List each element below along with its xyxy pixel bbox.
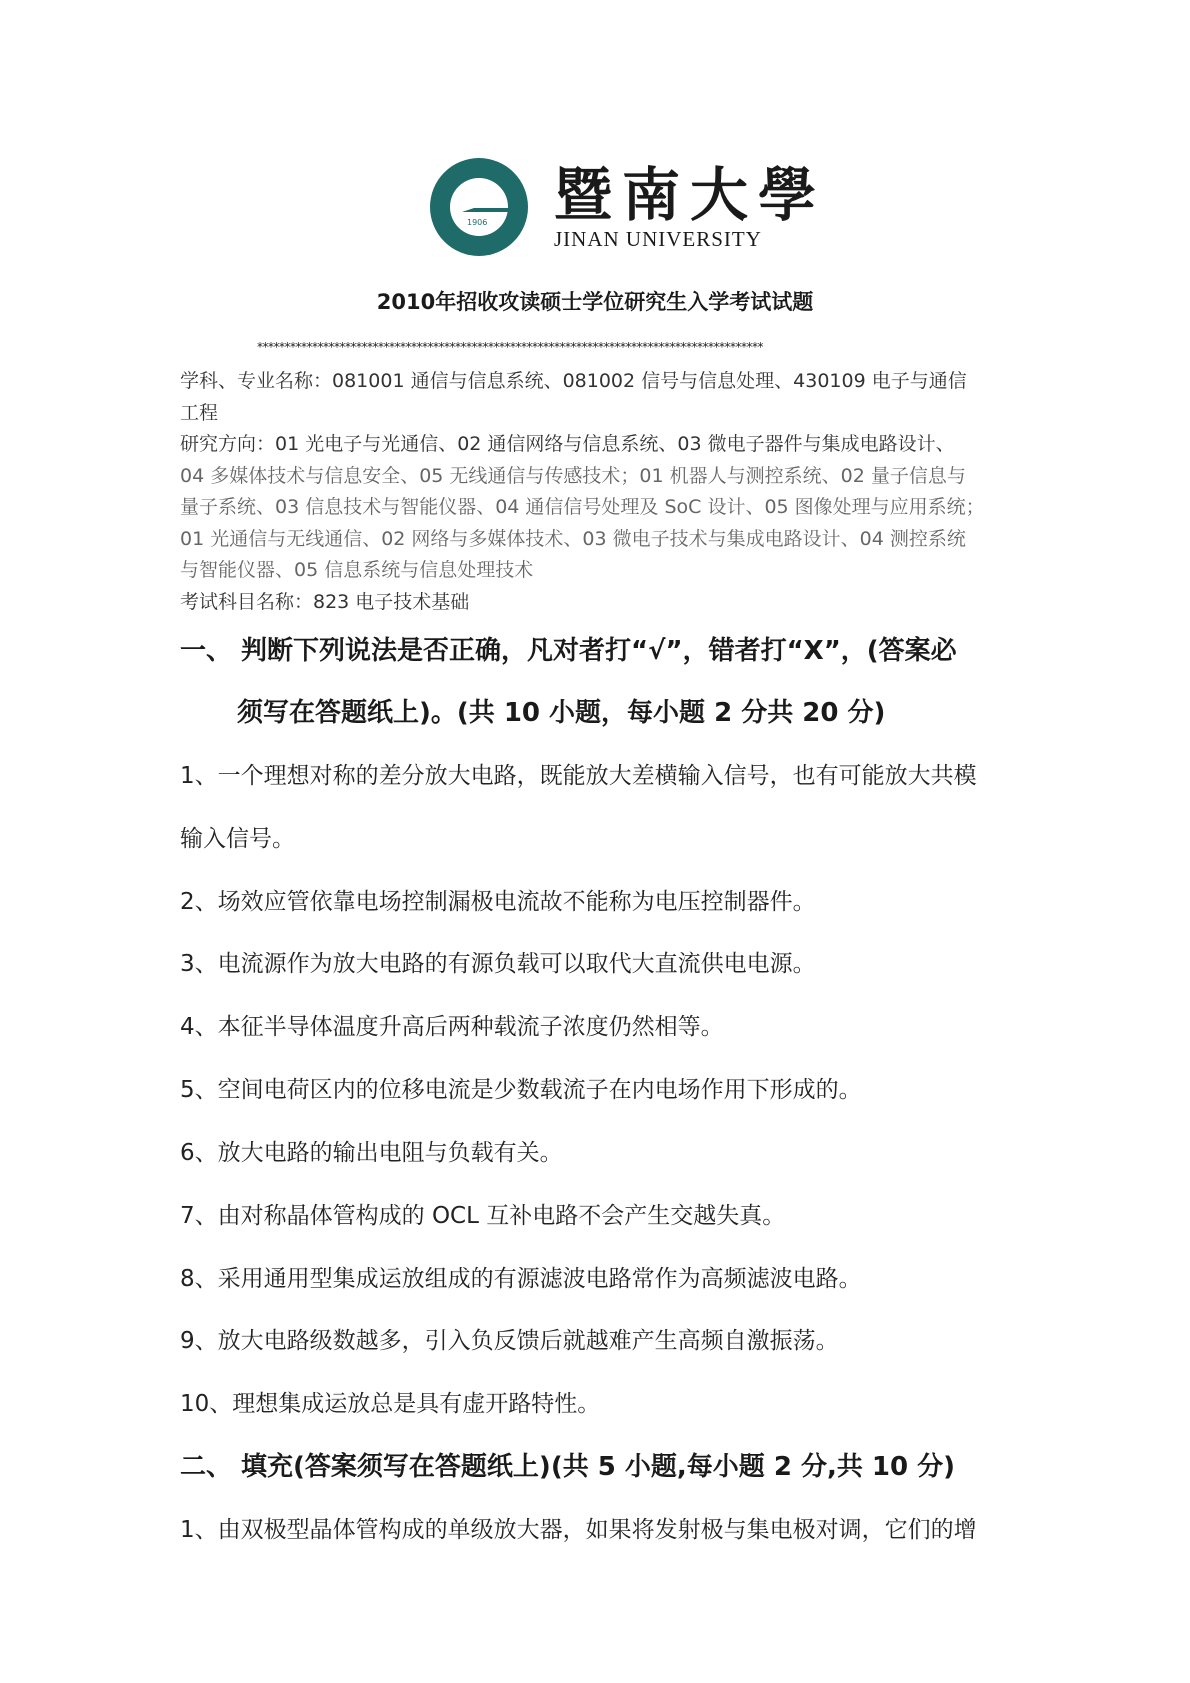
logo-english-name: JINAN UNIVERSITY	[554, 226, 762, 251]
major-line: 学科、专业名称：081001 通信与信息系统、081002 信号与信息处理、430109 电子与通信	[180, 370, 967, 392]
question: 输入信号。	[180, 826, 295, 852]
university-logo	[430, 158, 826, 256]
direction-line: 量子系统、03 信息技术与智能仪器、04 通信信号处理及 SoC 设计、05 图像处理与应用系统；	[180, 496, 985, 518]
question: 1、由双极型晶体管构成的单级放大器，如果将发射极与集电极对调，它们的增	[180, 1517, 977, 1543]
direction-line: 与智能仪器、05 信息系统与信息处理技术	[180, 559, 534, 581]
question: 5、空间电荷区内的位移电流是少数载流子在内电场作用下形成的。	[180, 1077, 862, 1103]
exam-title: 2010年招收攻读硕士学位研究生入学考试试题	[376, 290, 814, 314]
question: 4、本征半导体温度升高后两种载流子浓度仍然相等。	[180, 1014, 724, 1040]
major-line: 工程	[180, 401, 219, 424]
section-heading: 一、 判断下列说法是否正确，凡对者打“√”，错者打“X”，(答案必	[180, 636, 957, 666]
direction-line: 01 光通信与无线通信、02 网络与多媒体技术、03 微电子技术与集成电路设计、04 测控系统	[180, 527, 966, 550]
subject-line: 考试科目名称：823 电子技术基础	[180, 590, 470, 613]
question: 6、放大电路的输出电阻与负载有关。	[180, 1140, 563, 1166]
university-seal-icon: 1906	[430, 158, 528, 256]
logo-chinese-name: 暨南大學	[554, 160, 827, 229]
question: 7、由对称晶体管构成的 OCL 互补电路不会产生交越失真。	[180, 1203, 786, 1229]
question: 9、放大电路级数越多，引入负反馈后就越难产生高频自激振荡。	[180, 1328, 839, 1354]
separator: ********************************************************************************************	[257, 340, 763, 354]
question: 10、理想集成运放总是具有虚开路特性。	[180, 1391, 601, 1417]
question: 1、一个理想对称的差分放大电路，既能放大差横输入信号，也有可能放大共模	[180, 763, 977, 789]
direction-line: 研究方向：01 光电子与光通信、02 通信网络与信息系统、03 微电子器件与集成电路设计、	[180, 433, 955, 455]
question: 3、电流源作为放大电路的有源负载可以取代大直流供电电源。	[180, 951, 816, 977]
section-heading: 须写在答题纸上)。(共 10 小题，每小题 2 分共 20 分)	[237, 698, 886, 728]
question: 8、采用通用型集成运放组成的有源滤波电路常作为高频滤波电路。	[180, 1266, 862, 1292]
question: 2、场效应管依靠电场控制漏极电流故不能称为电压控制器件。	[180, 889, 816, 915]
exam-info	[180, 366, 1020, 618]
section-heading: 二、 填充(答案须写在答题纸上)(共 5 小题,每小题 2 分,共 10 分)	[180, 1452, 956, 1482]
direction-line: 04 多媒体技术与信息安全、05 无线通信与传感技术；01 机器人与测控系统、02 量子信息与	[180, 464, 966, 487]
